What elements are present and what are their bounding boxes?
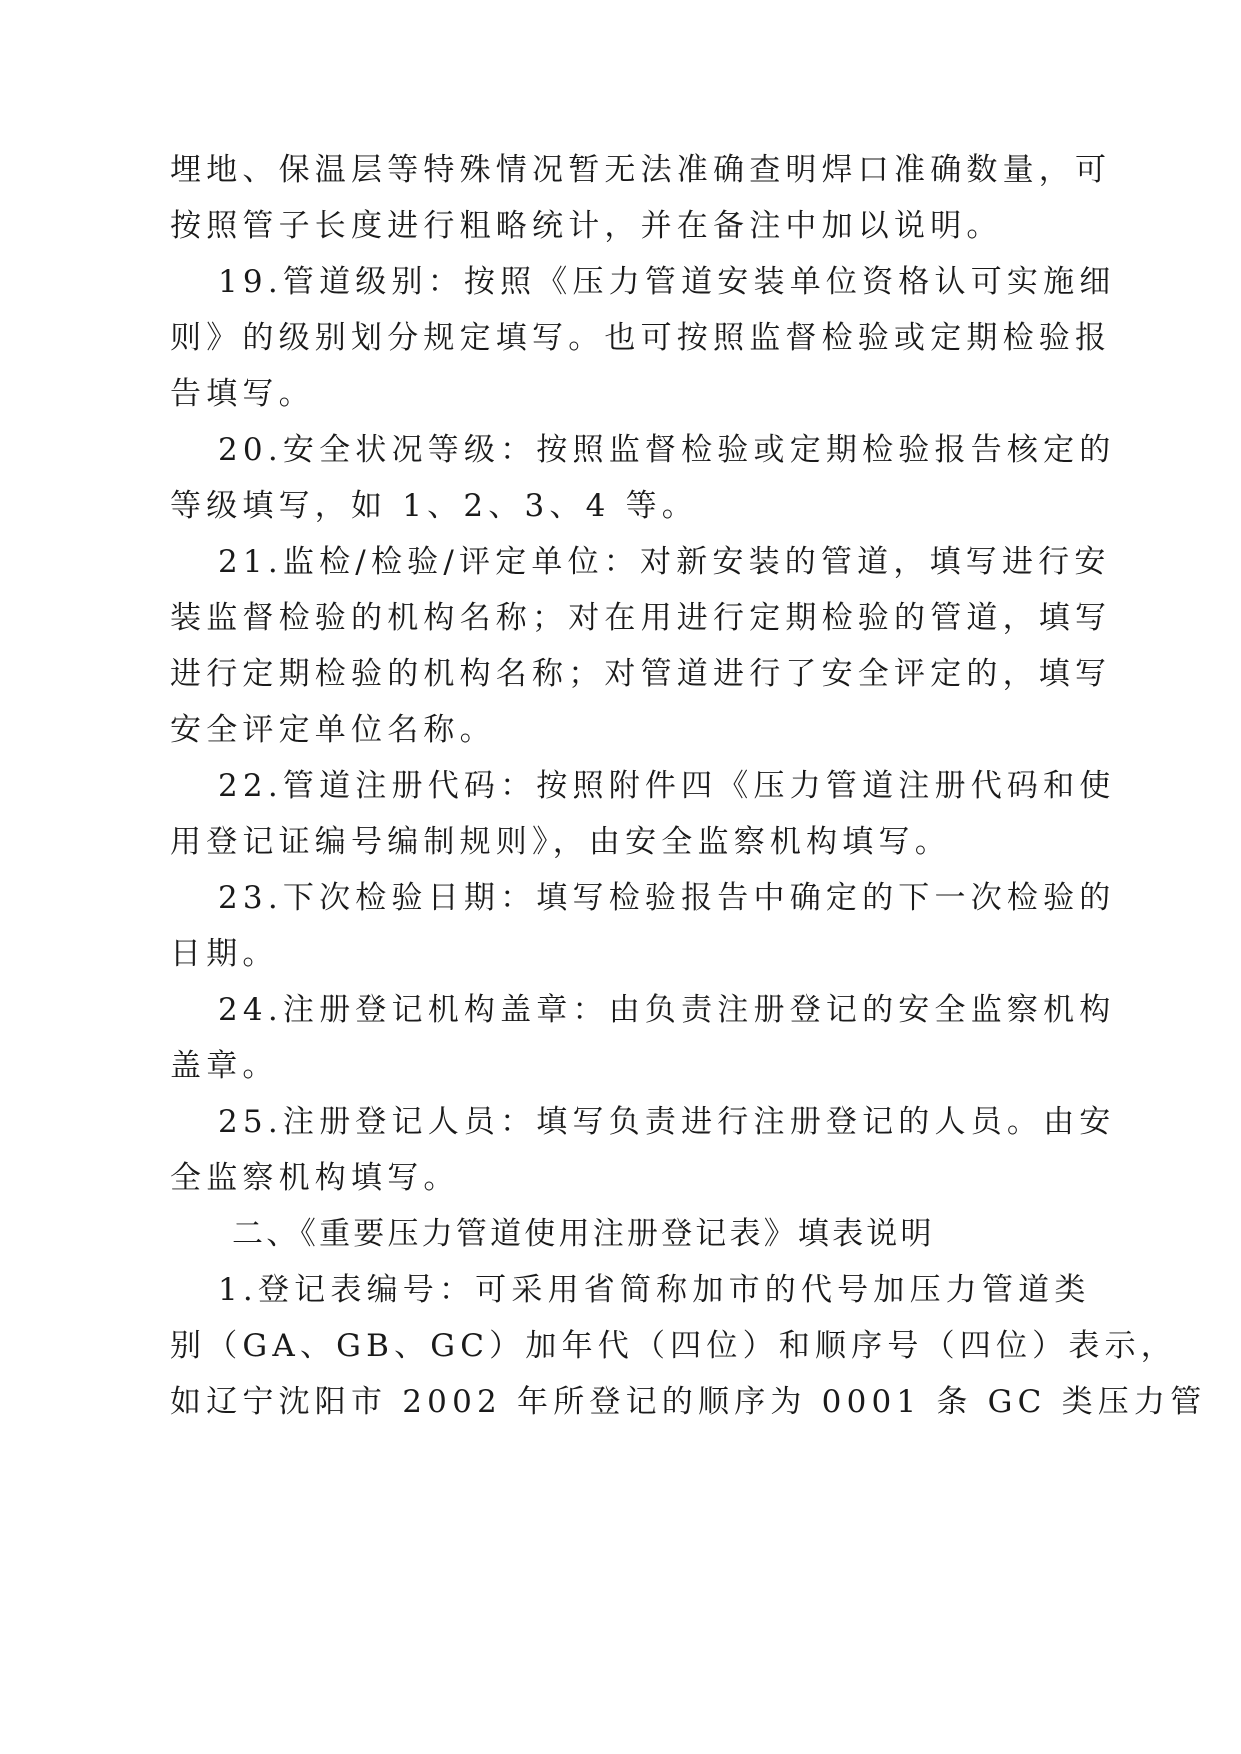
text-line: 盖章。 xyxy=(170,1048,279,1084)
text-line: 20.安全状况等级：按照监督检验或定期检验报告核定的 xyxy=(218,432,1116,468)
text-line: 如辽宁沈阳市 2002 年所登记的顺序为 0001 条 GC 类压力管 xyxy=(170,1384,1207,1420)
text-line: 全监察机构填写。 xyxy=(170,1160,460,1196)
text-line: 则》的级别划分规定填写。也可按照监督检验或定期检验报 xyxy=(170,320,1112,356)
text-line: 用登记证编号编制规则》，由安全监察机构填写。 xyxy=(170,824,951,860)
text-line: 25.注册登记人员：填写负责进行注册登记的人员。由安 xyxy=(218,1104,1116,1140)
text-line: 按照管子长度进行粗略统计，并在备注中加以说明。 xyxy=(170,208,1003,244)
text-line: 24.注册登记机构盖章：由负责注册登记的安全监察机构 xyxy=(218,992,1116,1028)
section-heading: 二、《重要压力管道使用注册登记表》填表说明 xyxy=(232,1216,935,1252)
text-line: 日期。 xyxy=(170,936,279,972)
text-line: 进行定期检验的机构名称；对管道进行了安全评定的，填写 xyxy=(170,656,1112,692)
text-line: 埋地、保温层等特殊情况暂无法准确查明焊口准确数量，可 xyxy=(170,152,1112,188)
text-line: 19.管道级别：按照《压力管道安装单位资格认可实施细 xyxy=(218,264,1116,300)
text-line: 21.监检/检验/评定单位：对新安装的管道，填写进行安 xyxy=(218,544,1111,580)
text-line: 安全评定单位名称。 xyxy=(170,712,496,748)
text-line: 告填写。 xyxy=(170,376,315,412)
text-line: 23.下次检验日期：填写检验报告中确定的下一次检验的 xyxy=(218,880,1116,916)
text-line: 22.管道注册代码：按照附件四《压力管道注册代码和使 xyxy=(218,768,1116,804)
text-line: 1.登记表编号：可采用省简称加市的代号加压力管道类 xyxy=(218,1272,1091,1308)
text-line: 装监督检验的机构名称；对在用进行定期检验的管道，填写 xyxy=(170,600,1112,636)
text-line: 等级填写，如 1、2、3、4 等。 xyxy=(170,488,698,524)
text-line: 别（GA、GB、GC）加年代（四位）和顺序号（四位）表示， xyxy=(170,1328,1177,1364)
